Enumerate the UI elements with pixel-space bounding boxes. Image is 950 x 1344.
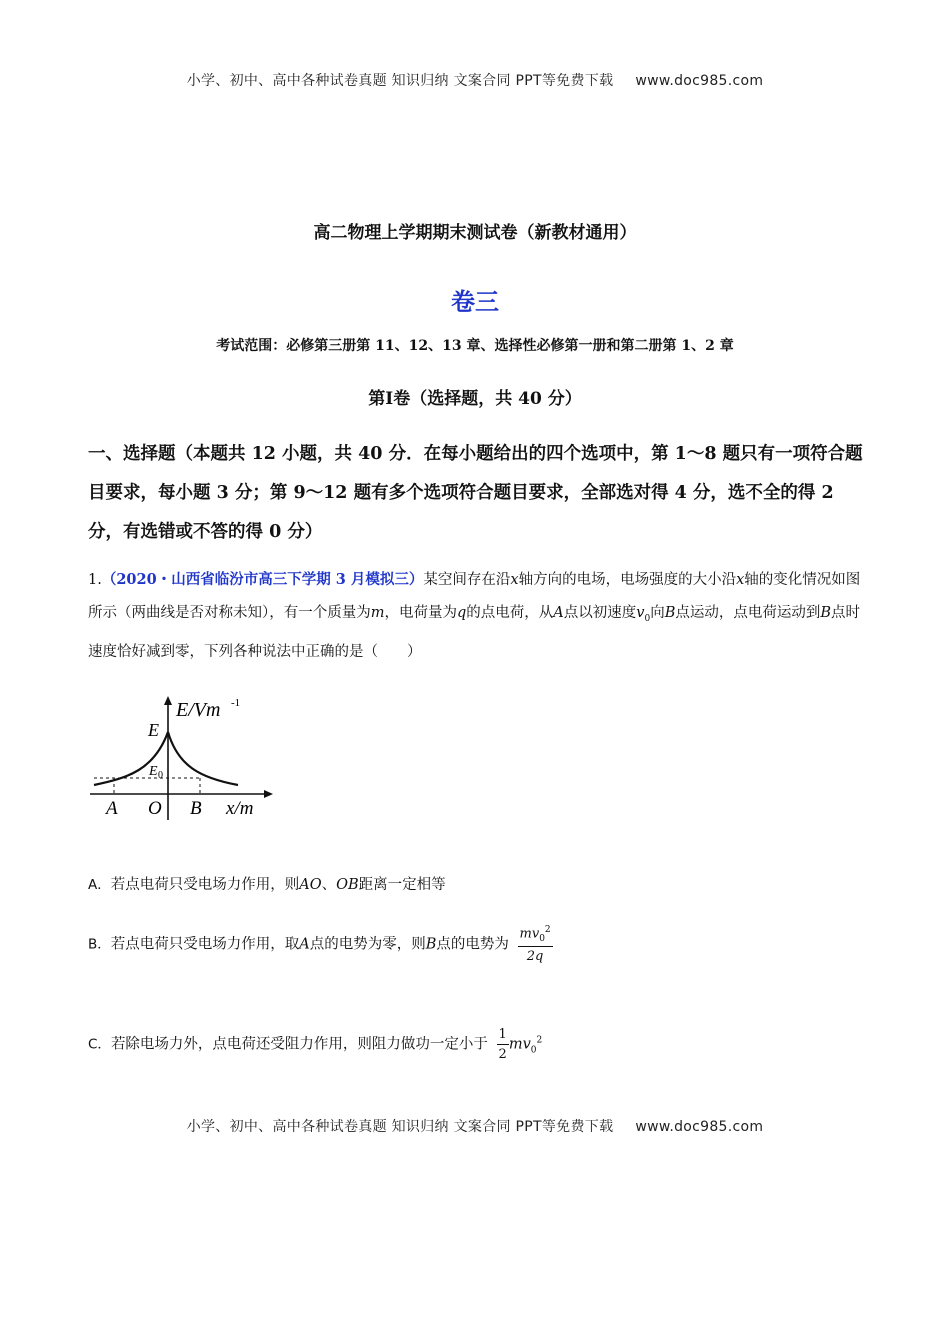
point-a-label: A <box>106 798 118 819</box>
footer-text: 小学、初中、高中各种试卷真题 知识归纳 文案合同 PPT等免费下载 <box>186 1119 614 1135</box>
y-axis-exp: -1 <box>231 697 241 709</box>
option-sup: 2 <box>536 1035 543 1046</box>
y-axis-label: E/Vm <box>176 699 221 721</box>
q-text: 点运动，点电荷运动到 <box>675 605 821 621</box>
option-label: B． <box>88 936 111 953</box>
q-var: B <box>820 605 832 621</box>
option-var: A <box>299 936 310 953</box>
option-text: 若除电场力外，点电荷还受阻力作用，则阻力做功一定小于 <box>110 1036 488 1053</box>
frac-num: mv <box>519 926 540 942</box>
option-var: OB <box>336 877 359 893</box>
q-var: B <box>664 605 676 621</box>
option-text: 若点电荷只受电场力作用，取 <box>110 936 300 953</box>
option-text: 若点电荷只受电场力作用，则 <box>110 877 300 893</box>
q-var: A <box>553 605 564 621</box>
header-url[interactable]: www.doc985.com <box>635 73 764 89</box>
part-heading: 第Ⅰ卷（选择题，共 40 分） <box>368 389 582 409</box>
q-var: v <box>636 605 645 621</box>
option-text: 、 <box>321 877 337 893</box>
option-c[interactable] <box>88 1027 542 1062</box>
q-text: 轴方向的电场，电场强度的大小沿 <box>518 572 737 588</box>
option-var: B <box>425 936 437 953</box>
q-text: 点时速度恰好减到零，下列各种说法中正确的是（ ） <box>88 605 861 660</box>
footer-url[interactable]: www.doc985.com <box>635 1119 764 1135</box>
peak-label: E <box>148 720 159 740</box>
q-text: 轴的变化情况如图所示（两曲线是否对称未知），有一个质量为 <box>88 572 861 621</box>
fraction-one-half <box>497 1027 509 1062</box>
q-var: q <box>457 605 467 621</box>
q-text: ，电荷量为 <box>384 605 457 621</box>
frac-num: 1 <box>497 1027 509 1045</box>
frac-sup: 2 <box>544 925 551 935</box>
section-instructions: 一、选择题（本题共 12 小题，共 40 分．在每小题给出的四个选项中，第 1～8 题只有一项符合题目要求，每小题 3 分；第 9～12 题有多个选项符合题目要求，全部选对得 4 分，选不全的得 2 分，有选错或不答的得 0 分） <box>88 444 863 542</box>
q-text: 某空间存在沿 <box>423 572 511 588</box>
question-source: （2020・山西省临汾市高三下学期 3 月模拟三） <box>101 571 424 588</box>
option-a[interactable] <box>88 873 446 894</box>
q-sub: 0 <box>644 613 651 624</box>
option-text: 点的电势为零，则 <box>309 936 426 953</box>
q-text: 点以初速度 <box>563 605 637 621</box>
question-number: 1. <box>88 572 102 588</box>
option-text: 点的电势为 <box>436 936 509 953</box>
right-curve <box>168 732 238 785</box>
header-text: 小学、初中、高中各种试卷真题 知识归纳 文案合同 PPT等免费下载 <box>186 73 614 89</box>
q-text: 向 <box>650 605 665 621</box>
fraction-mv0sq-over-2q <box>518 925 553 964</box>
q-var: x <box>736 572 745 588</box>
option-var: mv <box>508 1036 531 1053</box>
exam-scope: 考试范围：必修第三册第 11、12、13 章、选择性必修第一册和第二册第 1、2 章 <box>216 338 734 354</box>
e0-label: E <box>149 764 158 779</box>
e0-sub: 0 <box>158 770 163 781</box>
paper-number: 卷三 <box>451 287 499 316</box>
exam-title: 高二物理上学期期末测试卷（新教材通用） <box>313 223 637 243</box>
q-var: x <box>510 572 519 588</box>
frac-sub: 0 <box>539 933 545 944</box>
x-axis-arrow <box>264 790 273 798</box>
option-text: 距离一定相等 <box>358 877 446 893</box>
option-b[interactable] <box>88 925 553 964</box>
frac-den: 2 <box>498 1047 507 1062</box>
y-axis-arrow <box>164 696 172 705</box>
question-1 <box>88 563 863 669</box>
option-var: AO <box>299 877 322 893</box>
point-b-label: B <box>190 798 202 819</box>
q-var: m <box>370 605 385 621</box>
field-graph <box>88 690 278 825</box>
option-label: A． <box>88 877 111 893</box>
origin-label: O <box>148 798 162 819</box>
q-text: 的点电荷，从 <box>466 605 554 621</box>
x-axis-label: x/m <box>226 798 254 819</box>
footer-watermark <box>0 1116 950 1136</box>
option-label: C． <box>88 1036 111 1053</box>
option-sub: 0 <box>530 1045 537 1056</box>
header-watermark <box>0 70 950 90</box>
frac-den: 2q <box>526 948 544 964</box>
